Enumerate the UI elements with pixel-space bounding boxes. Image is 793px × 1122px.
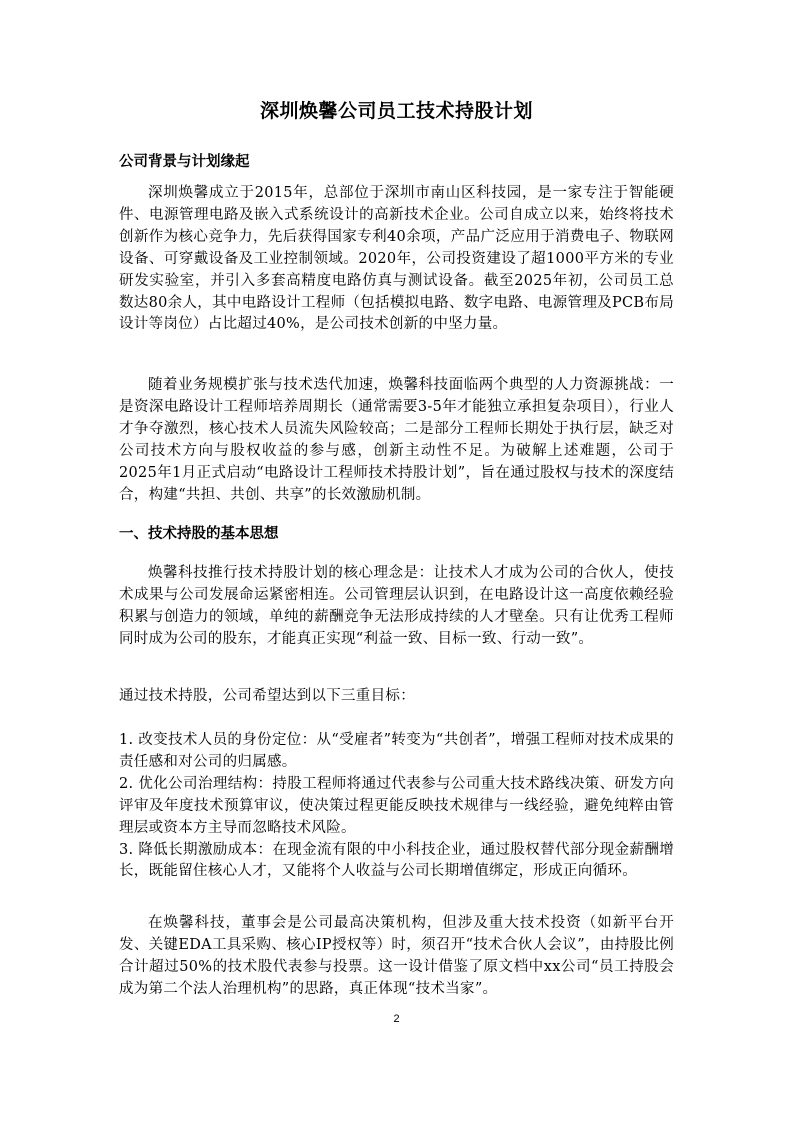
paragraph-text: 在焕馨科技，董事会是公司最高决策机构，但涉及重大技术投资（如新平台开发、关键EDA工具采购、核心IP授权等）时，须召开“技术合伙人会议”，由持股比例合计超过50%的技术股代表参与投票。这一设计借鉴了原文档中xx公司“员工持股会成为第二个法人治理机构”的思路，真正体现“技术当家”。 <box>119 915 674 997</box>
section-heading-background: 公司背景与计划缘起 <box>119 154 250 170</box>
list-item: 2. 优化公司治理结构：持股工程师将通过代表参与公司重大技术路线决策、研发方向评审及年度技术预算审议，使决策过程更能反映技术规律与一线经验，避免纯粹由管理层或资本方主导而忽略技术风险。 <box>119 775 674 836</box>
closing-paragraph <box>119 913 674 1001</box>
list-item: 3. 降低长期激励成本：在现金流有限的中小科技企业，通过股权替代部分现金薪酬增长，既能留住核心人才，又能将个人收益与公司长期增值绑定，形成正向循环。 <box>119 841 674 880</box>
list-item: 1. 改变技术人员的身份定位：从“受雇者”转变为“共创者”，增强工程师对技术成果的责任感和对公司的归属感。 <box>119 732 674 770</box>
document-title: 深圳焕馨公司员工技术持股计划 <box>259 100 533 122</box>
idea-paragraph <box>119 563 674 651</box>
page-number: 2 <box>393 1013 400 1025</box>
paragraph-text: 通过技术持股，公司希望达到以下三重目标： <box>119 688 415 704</box>
paragraph-text: 焕馨科技推行技术持股计划的核心理念是：让技术人才成为公司的合伙人，使技术成果与公司发展命运紧密相连。公司管理层认识到，在电路设计这一高度依赖经验积累与创造力的领域，单纯的薪酬竞争无法形成持续的人才壁垒。只有让优秀工程师同时成为公司的股东，才能真正实现“利益一致、目标一致、行动一致”。 <box>119 565 674 647</box>
background-paragraph-2 <box>119 375 674 506</box>
paragraph-text: 深圳焕馨成立于2015年，总部位于深圳市南山区科技园，是一家专注于智能硬件、电源管理电路及嵌入式系统设计的高新技术企业。公司自成立以来，始终将技术创新作为核心竞争力，先后获得国家专利40余项，产品广泛应用于消费电子、物联网设备、可穿戴设备及工业控制领域。2020年，公司投资建设了超1000平方米的专业研发实验室，并引入多套高精度电路仿真与测试设备。截至2025年初，公司员工总数达80余人，其中电路设计工程师（包括模拟电路、数字电路、电源管理及PCB布局设计等岗位）占比超过40%，是公司技术创新的中坚力量。 <box>119 185 674 333</box>
section-heading-idea: 一、技术持股的基本思想 <box>119 526 279 542</box>
goals-intro <box>119 686 674 708</box>
paragraph-text: 随着业务规模扩张与技术迭代加速，焕馨科技面临两个典型的人力资源挑战：一是资深电路设计工程师培养周期长（通常需要3-5年才能独立承担复杂项目），行业人才争夺激烈，核心技术人员流失风险较高；二是部分工程师长期处于执行层，缺乏对公司技术方向与股权收益的参与感，创新主动性不足。为破解上述难题，公司于2025年1月正式启动“电路设计工程师技术持股计划”，旨在通过股权与技术的深度结合，构建“共担、共创、共享”的长效激励机制。 <box>119 377 674 503</box>
goals-list <box>119 730 674 883</box>
background-paragraph-1 <box>119 183 674 336</box>
